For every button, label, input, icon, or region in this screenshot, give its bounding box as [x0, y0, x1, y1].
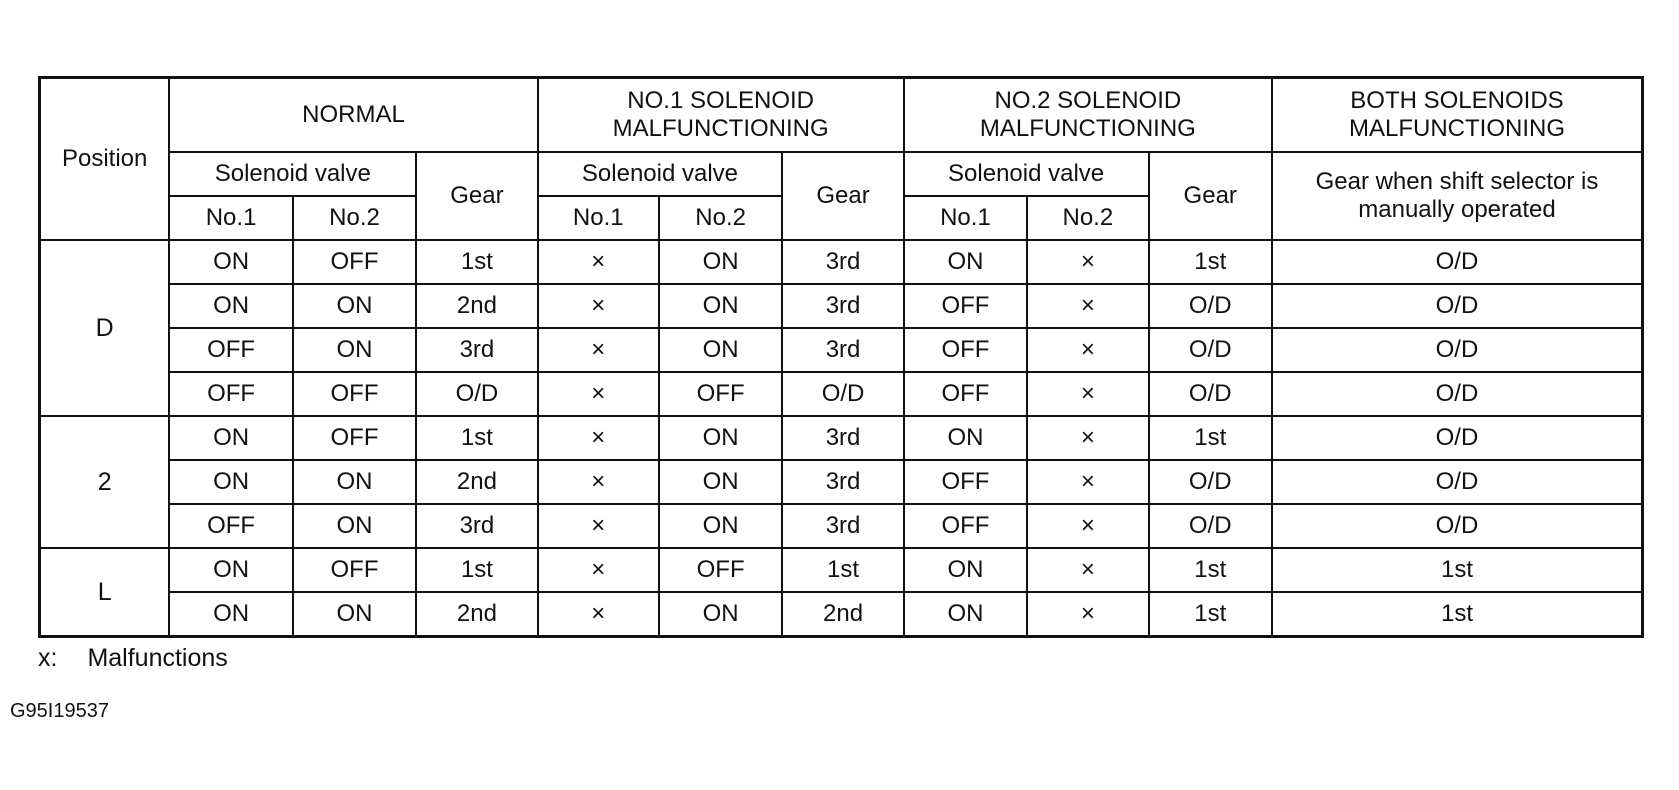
table-cell: OFF [904, 284, 1027, 328]
position-cell: L [40, 548, 170, 637]
table-row [40, 416, 1643, 460]
no2-header: No.2 [293, 196, 416, 240]
table-cell: × [538, 416, 659, 460]
table-cell: O/D [1149, 372, 1272, 416]
table-cell: × [1027, 328, 1148, 372]
solenoid-valve-header: Solenoid valve [169, 152, 416, 196]
table-cell: ON [659, 328, 782, 372]
table-cell: ON [904, 548, 1027, 592]
legend-symbol: x: [38, 644, 58, 672]
table-cell: OFF [904, 460, 1027, 504]
position-header: Position [40, 78, 170, 241]
table-cell: OFF [169, 328, 292, 372]
table-cell: ON [169, 284, 292, 328]
table-cell: ON [293, 328, 416, 372]
table-cell: × [1027, 548, 1148, 592]
table-row [40, 504, 1643, 548]
table-cell: × [1027, 284, 1148, 328]
table-cell: × [538, 592, 659, 637]
table-cell: 3rd [416, 328, 537, 372]
table-cell: 3rd [782, 504, 903, 548]
table-cell: OFF [293, 548, 416, 592]
table-cell: ON [169, 460, 292, 504]
table-cell: ON [169, 240, 292, 284]
table-cell: ON [659, 460, 782, 504]
figure-code: G95I19537 [10, 700, 109, 722]
table-cell: O/D [1272, 372, 1643, 416]
solenoid-valve-header: Solenoid valve [538, 152, 783, 196]
gear-header: Gear [416, 152, 537, 240]
table-cell: O/D [1149, 460, 1272, 504]
table-cell: × [538, 240, 659, 284]
table-cell: OFF [169, 504, 292, 548]
table-row [40, 460, 1643, 504]
table-cell: O/D [416, 372, 537, 416]
table-cell: ON [904, 592, 1027, 637]
table-cell: × [538, 372, 659, 416]
table-cell: OFF [659, 548, 782, 592]
table-cell: OFF [904, 372, 1027, 416]
table-cell: × [1027, 240, 1148, 284]
table-cell: 1st [1272, 548, 1643, 592]
table-cell: ON [293, 504, 416, 548]
table-cell: ON [169, 548, 292, 592]
table-cell: 3rd [782, 460, 903, 504]
no1-header: No.1 [538, 196, 659, 240]
table-cell: 3rd [782, 328, 903, 372]
table-cell: ON [659, 592, 782, 637]
table-cell: O/D [1272, 460, 1643, 504]
table-cell: OFF [904, 504, 1027, 548]
table-cell: ON [659, 416, 782, 460]
table-cell: OFF [293, 372, 416, 416]
table-cell: × [1027, 592, 1148, 637]
no2-header: No.2 [1027, 196, 1148, 240]
position-cell: D [40, 240, 170, 416]
gear-header: Gear [782, 152, 903, 240]
table-cell: OFF [169, 372, 292, 416]
table-cell: O/D [1149, 284, 1272, 328]
table-cell: O/D [1272, 504, 1643, 548]
table-cell: O/D [1272, 240, 1643, 284]
table-cell: ON [659, 240, 782, 284]
table-cell: ON [904, 240, 1027, 284]
table-cell: 2nd [416, 592, 537, 637]
legend [38, 644, 228, 673]
table-cell: ON [904, 416, 1027, 460]
table-cell: 1st [416, 548, 537, 592]
table-row [40, 592, 1643, 637]
table-cell: × [1027, 460, 1148, 504]
table-cell: O/D [1272, 416, 1643, 460]
table-cell: ON [169, 592, 292, 637]
table-row [40, 548, 1643, 592]
both-malfunction-header: BOTH SOLENOIDS MALFUNCTIONING [1272, 78, 1643, 153]
table-row [40, 372, 1643, 416]
table-body [40, 240, 1643, 637]
table-cell: 1st [416, 240, 537, 284]
table-cell: O/D [782, 372, 903, 416]
table-cell: O/D [1149, 504, 1272, 548]
table-cell: × [538, 548, 659, 592]
table-cell: ON [293, 592, 416, 637]
table-cell: 1st [1149, 548, 1272, 592]
solenoid-table-figure [38, 76, 1644, 638]
table-cell: ON [293, 284, 416, 328]
table-cell: × [1027, 504, 1148, 548]
table-cell: × [538, 460, 659, 504]
table-cell: 1st [416, 416, 537, 460]
no1-header: No.1 [904, 196, 1027, 240]
table-cell: 2nd [416, 460, 537, 504]
table-cell: O/D [1149, 328, 1272, 372]
table-row [40, 240, 1643, 284]
table-cell: 1st [782, 548, 903, 592]
table-row [40, 284, 1643, 328]
table-cell: ON [293, 460, 416, 504]
solenoid-valve-header: Solenoid valve [904, 152, 1149, 196]
table-cell: × [538, 284, 659, 328]
solenoid-malfunction-table [38, 76, 1644, 638]
table-cell: × [538, 328, 659, 372]
table-cell: 3rd [416, 504, 537, 548]
table-cell: 2nd [416, 284, 537, 328]
table-row [40, 328, 1643, 372]
table-cell: 2nd [782, 592, 903, 637]
table-cell: O/D [1272, 284, 1643, 328]
no1-malfunction-header: NO.1 SOLENOID MALFUNCTIONING [538, 78, 904, 153]
table-cell: × [1027, 416, 1148, 460]
table-cell: × [1027, 372, 1148, 416]
table-cell: OFF [293, 240, 416, 284]
manual-gear-header: Gear when shift selector is manually operated [1272, 152, 1643, 240]
table-cell: × [538, 504, 659, 548]
gear-header: Gear [1149, 152, 1272, 240]
position-cell: 2 [40, 416, 170, 548]
table-cell: OFF [904, 328, 1027, 372]
table-cell: ON [169, 416, 292, 460]
table-cell: 3rd [782, 416, 903, 460]
table-cell: 1st [1149, 416, 1272, 460]
table-cell: 1st [1149, 592, 1272, 637]
table-cell: O/D [1272, 328, 1643, 372]
no2-malfunction-header: NO.2 SOLENOID MALFUNCTIONING [904, 78, 1272, 153]
table-cell: OFF [659, 372, 782, 416]
table-cell: 3rd [782, 284, 903, 328]
legend-text: Malfunctions [87, 644, 228, 672]
no2-header: No.2 [659, 196, 782, 240]
table-cell: 1st [1149, 240, 1272, 284]
table-cell: 1st [1272, 592, 1643, 637]
normal-header: NORMAL [169, 78, 537, 153]
table-cell: OFF [293, 416, 416, 460]
no1-header: No.1 [169, 196, 292, 240]
table-cell: ON [659, 284, 782, 328]
table-cell: 3rd [782, 240, 903, 284]
table-cell: ON [659, 504, 782, 548]
